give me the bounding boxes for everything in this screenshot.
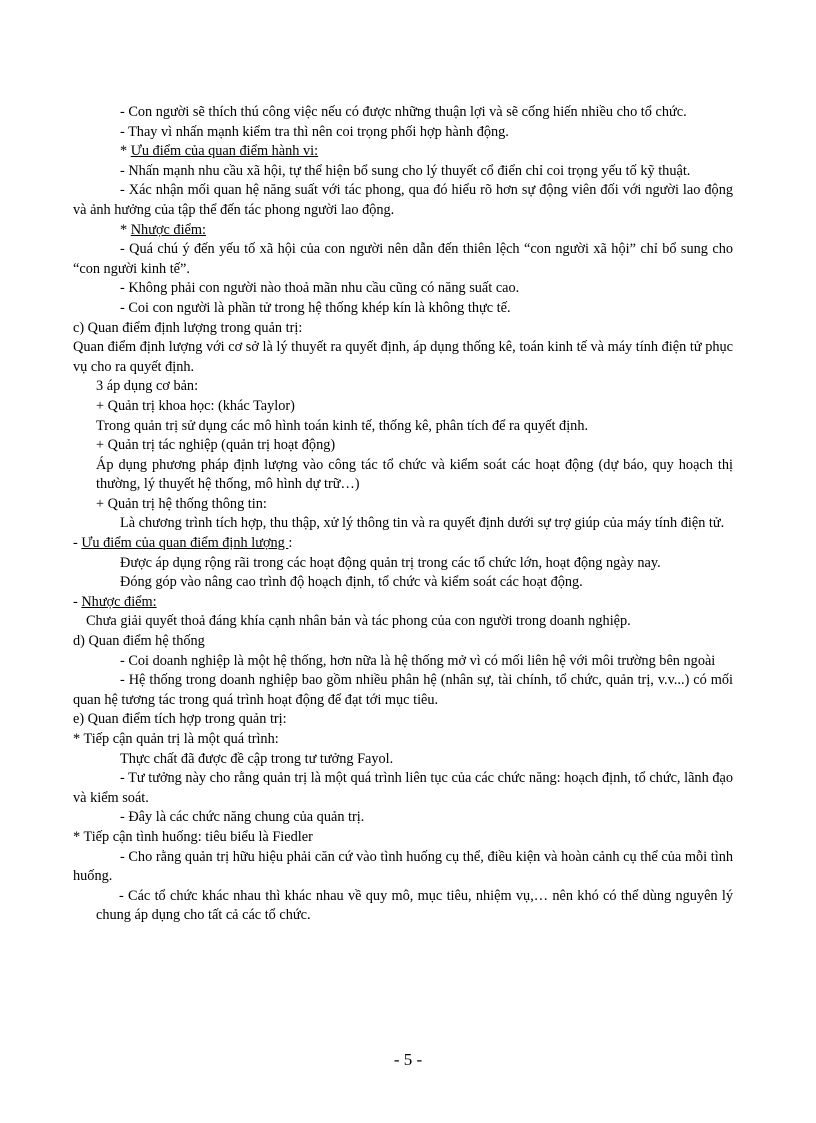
document-body [73, 103, 733, 926]
paragraph: - Quá chú ý đến yếu tố xã hội của con người nên dẫn đến thiên lệch “con người xã hội” chỉ bổ sung cho “con người kinh tế”. [73, 241, 733, 277]
paragraph: - Xác nhận mối quan hệ năng suất với tác phong, qua đó hiểu rõ hơn sự động viên đối với người lao động và ảnh hưởng của tập thể đến tác phong người lao động. [73, 182, 733, 218]
paragraph: - Các tổ chức khác nhau thì khác nhau về quy mô, mục tiêu, nhiệm vụ,… nên khó có thể dùng nguyên lý chung áp dụng cho tất cả các tổ chức. [96, 887, 733, 924]
paragraph: Trong quản trị sử dụng các mô hình toán kinh tế, thống kê, phân tích để ra quyết định. [96, 417, 589, 434]
heading-prefix: * [120, 221, 131, 238]
paragraph: * Tiếp cận tình huống: tiêu biểu là Fiedler [73, 828, 313, 845]
paragraph: Được áp dụng rộng rãi trong các hoạt động quản trị trong các tổ chức lớn, hoạt động ngày nay. [120, 554, 661, 571]
list-item: + Quản trị khoa học: (khác Taylor) [96, 397, 295, 414]
paragraph: Chưa giải quyết thoả đáng khía cạnh nhân bản và tác phong của con người trong doanh nghiệp. [86, 613, 631, 630]
paragraph: - Thay vì nhấn mạnh kiểm tra thì nên coi trọng phối hợp hành động. [120, 123, 509, 140]
paragraph: Quan điểm định lượng với cơ sở là lý thuyết ra quyết định, áp dụng thống kê, toán kinh tế và máy tính điện tử phục vụ cho ra quyết định. [73, 339, 733, 375]
heading-suffix: : [288, 535, 293, 552]
paragraph: - Hệ thống trong doanh nghiệp bao gồm nhiều phân hệ (nhân sự, tài chính, tổ chức, quản trị, v.v...) có mối quan hệ tương tác trong quá trình hoạt động để đạt tới mục tiêu. [73, 672, 733, 708]
paragraph: - Không phải con người nào thoả mãn nhu cầu cũng có năng suất cao. [120, 280, 520, 297]
page-number: - 5 - [393, 1050, 423, 1069]
paragraph: - Cho rằng quản trị hữu hiệu phải căn cứ vào tình huống cụ thể, điều kiện và hoàn cảnh cụ thể của mỗi tình huống. [73, 848, 733, 885]
section-heading [73, 142, 733, 162]
section-heading [73, 534, 733, 554]
paragraph: Áp dụng phương pháp định lượng vào công tác tổ chức và kiểm soát các hoạt động (dự báo, quy hoạch thị thường, lý thuyết hệ thống, mô hình dự trữ…) [96, 456, 733, 493]
subsection-title: d) Quan điểm hệ thống [73, 633, 205, 650]
paragraph: - Con người sẽ thích thú công việc nếu có được những thuận lợi và sẽ cống hiến nhiều cho tổ chức. [120, 104, 687, 120]
subsection-title: e) Quan điểm tích hợp trong quản trị: [73, 711, 287, 728]
heading-text: Nhược điểm: [81, 593, 157, 610]
section-heading [73, 221, 733, 241]
paragraph: - Coi con người là phần tử trong hệ thống khép kín là không thực tế. [120, 299, 511, 316]
heading-prefix: - [73, 593, 82, 610]
paragraph: * Tiếp cận quản trị là một quá trình: [73, 731, 279, 747]
paragraph: - Đây là các chức năng chung của quản trị. [120, 809, 365, 826]
paragraph: - Tư tưởng này cho rằng quản trị là một quá trình liên tục của các chức năng: hoạch định, tổ chức, lãnh đạo và kiểm soát. [73, 770, 733, 806]
paragraph: 3 áp dụng cơ bản: [96, 378, 199, 395]
subsection-title: c) Quan điểm định lượng trong quản trị: [73, 319, 303, 336]
paragraph: Là chương trình tích hợp, thu thập, xử lý thông tin và ra quyết định dưới sự trợ giúp của máy tính điện tử. [120, 515, 725, 532]
heading-prefix: - [73, 535, 82, 552]
heading-text: Ưu điểm của quan điểm hành vi: [130, 143, 319, 160]
paragraph: Đóng góp vào nâng cao trình độ hoạch định, tổ chức và kiểm soát các hoạt động. [120, 574, 583, 591]
paragraph: - Coi doanh nghiệp là một hệ thống, hơn nữa là hệ thống mở vì có mối liên hệ với môi trường bên ngoài [120, 652, 716, 669]
list-item: + Quản trị tác nghiệp (quản trị hoạt động) [96, 437, 336, 454]
paragraph: Thực chất đã được đề cập trong tư tưởng Fayol. [120, 750, 394, 767]
list-item: + Quản trị hệ thống thông tin: [96, 495, 267, 512]
paragraph: - Nhấn mạnh nhu cầu xã hội, tự thể hiện bổ sung cho lý thuyết cổ điển chỉ coi trọng yếu tố kỹ thuật. [120, 162, 691, 179]
heading-prefix: * [120, 143, 131, 160]
heading-text: Ưu điểm của quan điểm định lượng [81, 535, 289, 552]
heading-text: Nhược điểm: [130, 221, 206, 238]
section-heading [73, 593, 733, 613]
